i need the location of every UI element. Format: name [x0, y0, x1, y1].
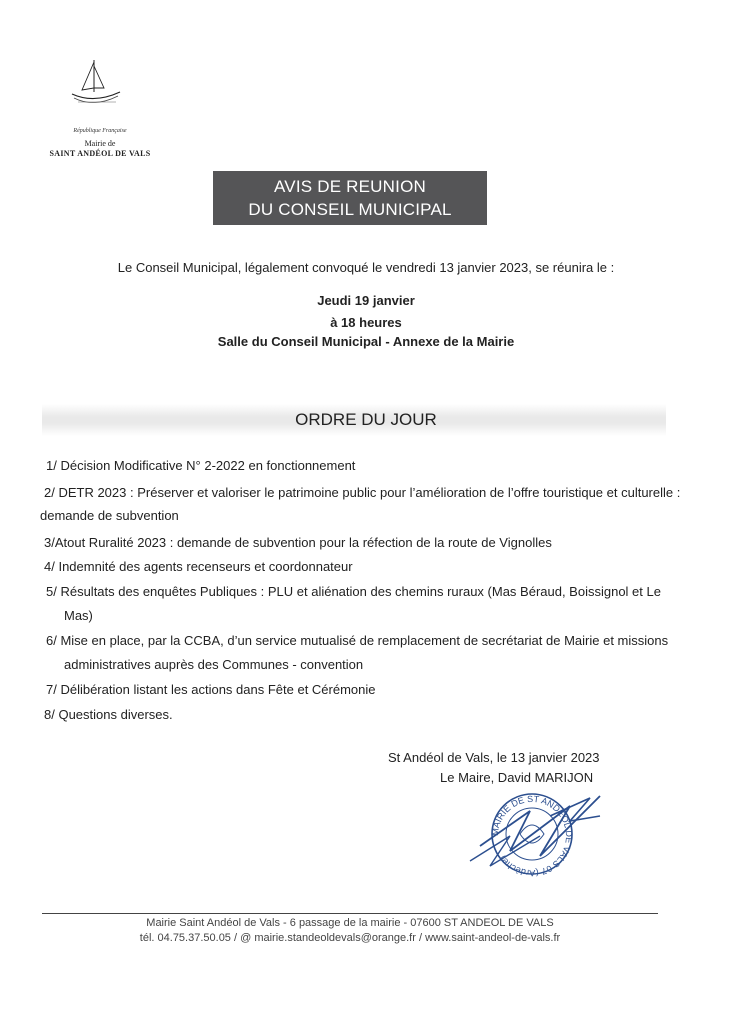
agenda-item: 3/Atout Ruralité 2023 : demande de subvention pour la réfection de la route de Vignolles — [44, 535, 552, 550]
agenda-item: 4/ Indemnité des agents recenseurs et coordonnateur — [44, 559, 353, 574]
republique-label: République Française — [73, 128, 127, 134]
title-line-1: AVIS DE REUNION — [274, 177, 426, 196]
agenda-item: 8/ Questions diverses. — [44, 707, 173, 722]
mairie-stamp-signature — [450, 776, 610, 886]
meeting-time: à 18 heures — [330, 315, 402, 330]
mairie-label: Mairie de — [84, 139, 116, 148]
commune-name: SAINT ANDÉOL DE VALS — [49, 149, 151, 158]
agenda-item: 5/ Résultats des enquêtes Publiques : PLU et aliénation des chemins ruraux (Mas Béraud, Boissignol et Le — [46, 584, 661, 599]
agenda-item: 1/ Décision Modificative N° 2-2022 en fonctionnement — [46, 458, 356, 473]
signature-place-date: St Andéol de Vals, le 13 janvier 2023 — [388, 750, 600, 765]
document-title — [213, 171, 487, 225]
mayor-name: Le Maire, David MARIJON — [440, 770, 594, 785]
agenda-item: 6/ Mise en place, par la CCBA, d’un service mutualisé de remplacement de secrétariat de Mairie et missions — [46, 633, 669, 648]
footer-address: Mairie Saint Andéol de Vals - 6 passage de la mairie - 07600 ST ANDEOL DE VALS — [146, 917, 554, 929]
agenda-item: 2/ DETR 2023 : Préserver et valoriser le patrimoine public pour l’amélioration de l’offre touristique et culturelle : — [44, 485, 681, 500]
agenda-title: ORDRE DU JOUR — [295, 410, 437, 429]
stamp-text: MAIRIE DE ST ANDÉOL DE VALS 07 (Ardèche) — [489, 793, 575, 879]
meeting-place: Salle du Conseil Municipal - Annexe de la Mairie — [217, 334, 515, 349]
footer-divider — [42, 913, 658, 914]
agenda-item-continuation: demande de subvention — [40, 508, 179, 523]
agenda-item-continuation: Mas) — [64, 608, 93, 623]
intro-paragraph: Le Conseil Municipal, légalement convoqué le vendredi 13 janvier 2023, se réunira le : — [117, 260, 615, 275]
svg-text:MAIRIE DE ST ANDÉOL DE VALS 07 — [490, 794, 574, 878]
footer-contact: tél. 04.75.37.50.05 / @ mairie.standeoldevals@orange.fr / www.saint-andeol-de-vals.fr — [139, 932, 561, 944]
title-line-2: DU CONSEIL MUNICIPAL — [248, 200, 452, 219]
agenda-item: 7/ Délibération listant les actions dans Fête et Cérémonie — [46, 682, 376, 697]
agenda-item-continuation: administratives auprès des Communes - convention — [64, 657, 364, 672]
meeting-date: Jeudi 19 janvier — [317, 293, 415, 308]
marianne-sail-logo — [68, 58, 132, 118]
